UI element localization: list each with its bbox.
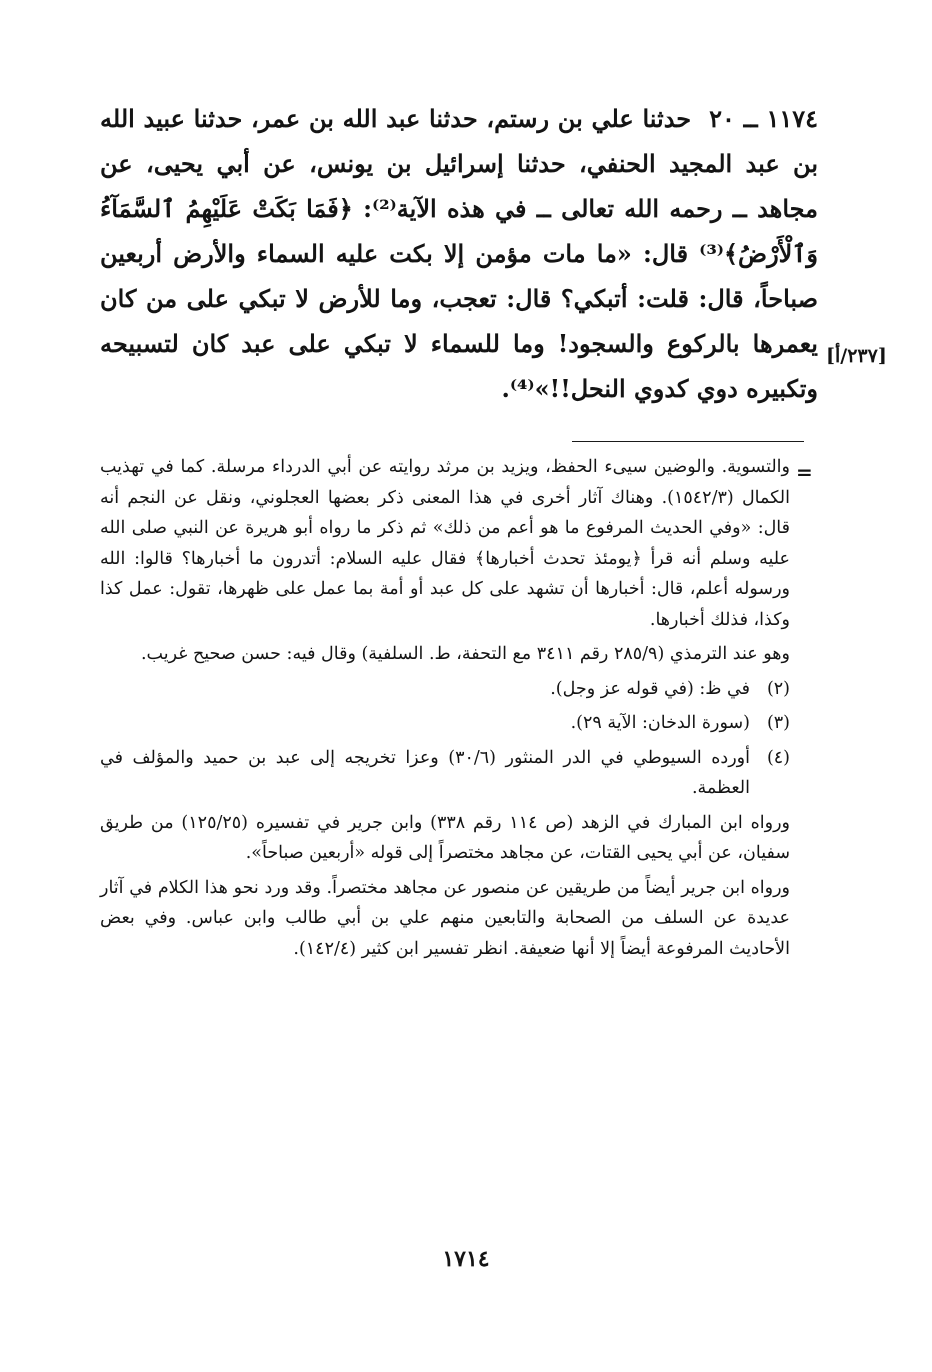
hadith-paragraph (100, 96, 818, 411)
hadith-text: حدثنا علي بن رستم، حدثنا عبد الله بن عمر، حدثنا عبيد الله بن عبد المجيد الحنفي، حدثنا إسرائيل بن يونس، عن أبي يحيى، عن مجاهد ــ رحمه الله تعالى ــ في هذه الآية⁽²⁾: ﴿فَمَا بَكَتْ عَلَيْهِمُ ٱلسَّمَآءُ وَٱلْأَرْضُ﴾⁽³⁾ قال: «ما مات مؤمن إلا بكت عليه السماء والأرض أربعين صباحاً، قال: قلت: أتبكي؟ قال: تعجب، وما للأرض لا تبكي على من كان يعمرها بالركوع والسجود! وما للسماء لا تبكي على عبد كان لتسبيحه وتكبيره دوي كدوي النحل!!»⁽⁴⁾. (100, 104, 819, 403)
footnote-number: (٢) (766, 678, 790, 699)
footnote-paragraph: ورواه ابن جرير أيضاً من طريقين عن منصور عن مجاهد مختصراً. وقد ورد نحو هذا الكلام في آثار عديدة عن السلف من الصحابة والتابعين منهم علي بن أبي طالب وابن عباس. وفي بعض الأحاديث المرفوعة أيضاً إلا أنها ضعيفة. انظر تفسير ابن كثير (١٤٢/٤). (100, 877, 790, 959)
footnote-number: (٣) (766, 713, 790, 733)
footnote-item (100, 743, 790, 804)
footnote-number: (٤) (766, 747, 790, 768)
footnotes (100, 452, 790, 968)
hadith-body (100, 96, 818, 411)
manuscript-folio-reference: [٢٣٧/أ] (826, 345, 887, 367)
page-number: ١٧١٤ (442, 1246, 490, 1272)
footnote-separator (572, 441, 804, 442)
footnote-text: في ظ: (في قوله عز وجل). (550, 678, 750, 699)
footnote-continuation-paragraph: والتسوية. والوضين سيىء الحفظ، ويزيد بن مرثد روايته عن أبي الدرداء مرسلة. كما في تهذيب الكمال (١٥٤٢/٣). وهناك آثار أخرى في هذا المعنى ذكر بعضها العجلوني، ونقل عن النجم أنه قال: «وفي الحديث المرفوع ما هو أعم من ذلك» ثم ذكر ما رواه أبو هريرة عن النبي صلى الله عليه وسلم أنه قرأ ﴿يومئذ تحدث أخبارها﴾ فقال عليه السلام: أتدرون ما أخبارها؟ قالوا: الله ورسوله أعلم، قال: أخبارها أن تشهد على كل عبد أو أمة بما عمل على ظهرها، تقول: عمل كذا وكذا، فذلك أخبارها. (100, 457, 790, 630)
footnote-item (100, 708, 790, 739)
footnote-continuation-mark: = (796, 460, 813, 484)
footnote-text: أورده السيوطي في الدر المنثور (٣٠/٦) وعزا تخريجه إلى عبد بن حميد والمؤلف في العظمة. (100, 747, 750, 798)
footnote-text: (سورة الدخان: الآية ٢٩). (570, 713, 750, 733)
footnote-paragraph: ورواه ابن المبارك في الزهد (ص ١١٤ رقم ٣٣٨) وابن جرير في تفسيره (١٢٥/٢٥) من طريق سفيان، عن أبي يحيى القتات، عن مجاهد مختصراً إلى قوله «أربعين صباحاً». (100, 812, 790, 863)
hadith-number: ١١٧٤ ــ ٢٠ (709, 104, 818, 133)
footnote-continuation-paragraph: وهو عند الترمذي (٢٨٥/٩ رقم ٣٤١١ مع التحفة، ط. السلفية) وقال فيه: حسن صحيح غريب. (140, 644, 790, 664)
footnote-item (100, 674, 790, 705)
